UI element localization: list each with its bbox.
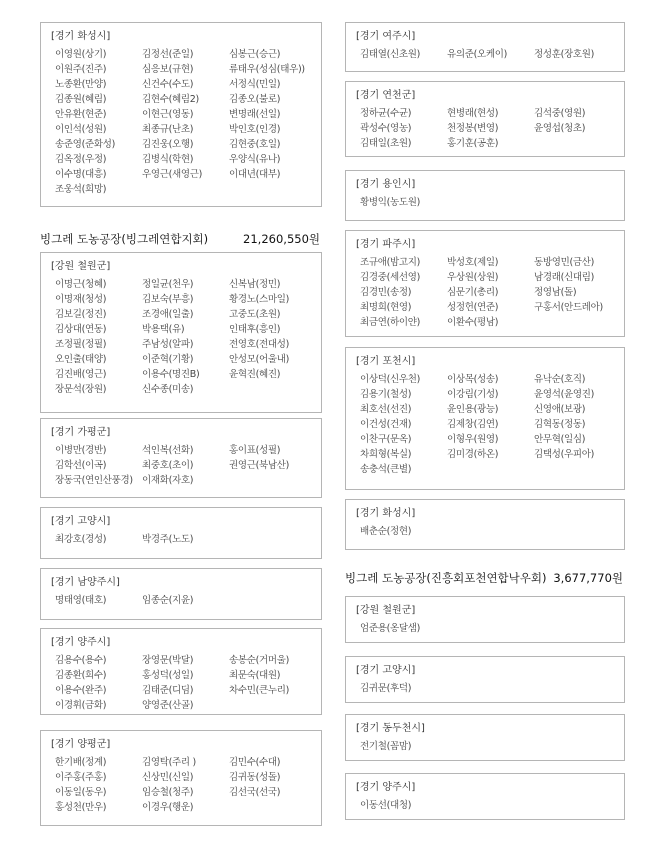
member-name: 류태우(성심(태우)) xyxy=(229,64,305,75)
region-title: [경기 양주시] xyxy=(356,782,416,793)
member-name: 천정봉(변영) xyxy=(447,123,499,134)
member-name: 정영남(돌) xyxy=(534,287,577,298)
member-name: 김학선(이곡) xyxy=(55,460,107,471)
member-name: 황경노(스마일) xyxy=(229,294,290,305)
member-name: 김민수(수대) xyxy=(229,757,281,768)
member-name: 김상대(연동) xyxy=(55,324,107,335)
member-name: 최종규(난초) xyxy=(142,124,194,135)
member-name: 차희형(복실) xyxy=(360,449,412,460)
member-name: 이현근(영동) xyxy=(142,109,194,120)
region-box xyxy=(40,252,322,413)
member-list xyxy=(51,47,311,197)
member-name: 이형우(원영) xyxy=(447,434,499,445)
member-name: 차수민(큰누리) xyxy=(229,685,290,696)
region-title: [경기 남양주시] xyxy=(51,577,120,588)
member-name: 송충석(큰별) xyxy=(360,464,412,475)
member-name: 심문기(총리) xyxy=(447,287,499,298)
region-box xyxy=(345,714,625,761)
member-name: 김경민(송정) xyxy=(360,287,412,298)
member-name: 윤혁진(혜진) xyxy=(229,369,281,380)
member-name: 석인복(선화) xyxy=(142,445,194,456)
member-name: 박경주(노도) xyxy=(142,534,194,545)
member-list xyxy=(356,621,614,636)
region-box xyxy=(345,347,625,490)
member-name: 장문석(장원) xyxy=(55,384,107,395)
member-name: 조정필(정필) xyxy=(55,339,107,350)
member-name: 안무혁(일심) xyxy=(534,434,586,445)
member-list xyxy=(356,681,614,696)
member-name: 김제창(김연) xyxy=(447,419,499,430)
region-title: [경기 여주시] xyxy=(356,31,416,42)
member-name: 홍성덕(성일) xyxy=(142,670,194,681)
member-name: 송준영(준화성) xyxy=(55,139,116,150)
member-name: 김미경(하온) xyxy=(447,449,499,460)
member-name: 김용수(용수) xyxy=(55,655,107,666)
member-name: 이상덕(신우천) xyxy=(360,374,421,385)
region-box xyxy=(345,230,625,337)
region-box xyxy=(40,418,322,498)
section-header xyxy=(345,568,625,588)
region-title: [경기 연천군] xyxy=(356,90,416,101)
region-title: [경기 포천시] xyxy=(356,356,416,367)
member-list xyxy=(51,277,311,397)
region-box xyxy=(345,596,625,643)
member-name: 김태일(초원) xyxy=(360,138,412,149)
member-name: 이동일(동우) xyxy=(55,787,107,798)
member-name: 정성훈(장호원) xyxy=(534,49,595,60)
member-list xyxy=(51,532,311,547)
member-name: 김귀동(성돌) xyxy=(229,772,281,783)
member-name: 명태영(태호) xyxy=(55,595,107,606)
member-list xyxy=(51,755,311,815)
member-name: 신영애(보광) xyxy=(534,404,586,415)
member-list xyxy=(356,798,614,813)
member-name: 안성모(어울내) xyxy=(229,354,290,365)
region-title: [경기 고양시] xyxy=(51,516,111,527)
member-name: 김보길(정진) xyxy=(55,309,107,320)
member-name: 이영원(상기) xyxy=(55,49,107,60)
member-name: 유낙순(호직) xyxy=(534,374,586,385)
member-name: 김용기(철성) xyxy=(360,389,412,400)
member-name: 김진웅(오행) xyxy=(142,139,194,150)
member-name: 심응보(규현) xyxy=(142,64,194,75)
member-name: 노종환(만양) xyxy=(55,79,107,90)
region-title: [경기 용인시] xyxy=(356,179,416,190)
member-name: 이수명(대흥) xyxy=(55,169,107,180)
member-name: 김정선(준일) xyxy=(142,49,194,60)
member-name: 이준혁(기황) xyxy=(142,354,194,365)
member-name: 서정식(민일) xyxy=(229,79,281,90)
region-title: [경기 고양시] xyxy=(356,665,416,676)
member-name: 신수종(미송) xyxy=(142,384,194,395)
region-box xyxy=(40,22,322,207)
member-name: 이원주(진주) xyxy=(55,64,107,75)
member-name: 안유환(현준) xyxy=(55,109,107,120)
region-title: [경기 양주시] xyxy=(51,637,111,648)
member-list xyxy=(356,195,614,210)
member-name: 신건수(수도) xyxy=(142,79,194,90)
region-title: [강원 철원군] xyxy=(356,605,416,616)
region-title: [경기 동두천시] xyxy=(356,723,425,734)
section-amount: 21,260,550원 xyxy=(243,232,320,246)
member-name: 최호선(선진) xyxy=(360,404,412,415)
member-name: 신복남(정민) xyxy=(229,279,281,290)
member-name: 홍성천(만우) xyxy=(55,802,107,813)
member-name: 김종오(불로) xyxy=(229,94,281,105)
member-name: 엄준용(옹달샘) xyxy=(360,623,421,634)
member-name: 김택성(우피아) xyxy=(534,449,595,460)
member-name: 박성호(제일) xyxy=(447,257,499,268)
member-name: 김선국(선국) xyxy=(229,787,281,798)
member-name: 김태열(신초원) xyxy=(360,49,421,60)
section-title: 빙그레 도농공장(진흥회포천연합낙우회) xyxy=(345,571,547,585)
member-name: 이경우(행운) xyxy=(142,802,194,813)
member-list xyxy=(356,106,614,151)
member-name: 고중도(초원) xyxy=(229,309,281,320)
region-title: [경기 화성시] xyxy=(51,31,111,42)
member-list xyxy=(356,524,614,539)
member-name: 정하균(수균) xyxy=(360,108,412,119)
member-name: 이상목(성송) xyxy=(447,374,499,385)
member-name: 김보숙(부흥) xyxy=(142,294,194,305)
member-name: 이강림(기성) xyxy=(447,389,499,400)
member-name: 이찬구(문옥) xyxy=(360,434,412,445)
member-name: 이환수(평남) xyxy=(447,317,499,328)
member-name: 신상민(신일) xyxy=(142,772,194,783)
member-name: 조경애(일출) xyxy=(142,309,194,320)
member-name: 이인석(성원) xyxy=(55,124,107,135)
member-name: 이병만(경반) xyxy=(55,445,107,456)
region-box xyxy=(345,81,625,157)
member-name: 김귀문(후덕) xyxy=(360,683,412,694)
member-name: 한기배(정계) xyxy=(55,757,107,768)
member-name: 황병익(농도원) xyxy=(360,197,421,208)
member-name: 김태준(디딤) xyxy=(142,685,194,696)
member-name: 최문숙(대원) xyxy=(229,670,281,681)
member-name: 주남성(알파) xyxy=(142,339,194,350)
region-box xyxy=(345,499,625,550)
member-name: 김종원(혜림) xyxy=(55,94,107,105)
member-name: 유의준(오케이) xyxy=(447,49,508,60)
member-name: 양영준(산골) xyxy=(142,700,194,711)
member-name: 이주홍(주홍) xyxy=(55,772,107,783)
member-name: 윤영석(윤영진) xyxy=(534,389,595,400)
member-name: 임승철(청주) xyxy=(142,787,194,798)
member-name: 박용택(유) xyxy=(142,324,185,335)
member-list xyxy=(356,739,614,754)
member-name: 우양식(유나) xyxy=(229,154,281,165)
member-name: 최명희(현영) xyxy=(360,302,412,313)
member-name: 최강호(경성) xyxy=(55,534,107,545)
member-name: 김현중(호일) xyxy=(229,139,281,150)
member-name: 박인호(인경) xyxy=(229,124,281,135)
region-box xyxy=(345,656,625,703)
member-name: 장영문(박달) xyxy=(142,655,194,666)
member-name: 조규애(밤고지) xyxy=(360,257,421,268)
member-name: 변명래(선일) xyxy=(229,109,281,120)
region-title: [경기 양평군] xyxy=(51,739,111,750)
member-name: 인태후(흥인) xyxy=(229,324,281,335)
region-title: [경기 가평군] xyxy=(51,427,111,438)
member-name: 최중호(초이) xyxy=(142,460,194,471)
region-box xyxy=(40,628,322,715)
member-name: 현병래(현성) xyxy=(447,108,499,119)
member-name: 김경중(세선영) xyxy=(360,272,421,283)
region-title: [강원 철원군] xyxy=(51,261,111,272)
member-name: 김석중(영원) xyxy=(534,108,586,119)
member-name: 남경래(신대림) xyxy=(534,272,595,283)
region-box xyxy=(345,170,625,221)
region-box xyxy=(345,22,625,72)
member-name: 권영근(북남산) xyxy=(229,460,290,471)
member-name: 심봉근(승근) xyxy=(229,49,281,60)
member-name: 곽성수(영농) xyxy=(360,123,412,134)
region-box xyxy=(40,568,322,620)
member-name: 전기철(꼼맘) xyxy=(360,741,412,752)
member-name: 김진배(영근) xyxy=(55,369,107,380)
member-list xyxy=(51,653,311,713)
member-name: 이용수(완주) xyxy=(55,685,107,696)
member-name: 임종순(지윤) xyxy=(142,595,194,606)
member-name: 정일균(천우) xyxy=(142,279,194,290)
member-name: 오인출(태양) xyxy=(55,354,107,365)
region-title: [경기 화성시] xyxy=(356,508,416,519)
member-name: 이재화(자호) xyxy=(142,475,194,486)
member-name: 이용수(명진B) xyxy=(142,369,200,380)
member-name: 배춘순(정현) xyxy=(360,526,412,537)
member-name: 이경휘(금화) xyxy=(55,700,107,711)
member-name: 이명재(청성) xyxy=(55,294,107,305)
region-title: [경기 파주시] xyxy=(356,239,416,250)
member-name: 전영호(전대성) xyxy=(229,339,290,350)
member-name: 성정헌(연준) xyxy=(447,302,499,313)
member-name: 조웅석(희망) xyxy=(55,184,107,195)
member-list xyxy=(356,47,614,62)
member-name: 김혁동(정동) xyxy=(534,419,586,430)
member-name: 송봉순(거머울) xyxy=(229,655,290,666)
member-list xyxy=(51,593,311,608)
member-name: 윤영섭(청초) xyxy=(534,123,586,134)
member-name: 김영탁(주리 ) xyxy=(142,757,196,768)
member-name: 김현수(혜림2) xyxy=(142,94,199,105)
section-header xyxy=(40,229,322,249)
member-name: 이동선(대청) xyxy=(360,800,412,811)
section-amount: 3,677,770원 xyxy=(553,571,623,585)
member-name: 이건성(건재) xyxy=(360,419,412,430)
member-list xyxy=(51,443,311,488)
member-name: 우상원(상원) xyxy=(447,272,499,283)
member-name: 이명근(청혜) xyxy=(55,279,107,290)
member-name: 구홍서(안드레아) xyxy=(534,302,603,313)
member-name: 김옥정(우정) xyxy=(55,154,107,165)
member-name: 윤인용(광능) xyxy=(447,404,499,415)
member-name: 김종환(희수) xyxy=(55,670,107,681)
region-box xyxy=(40,507,322,559)
region-box xyxy=(40,730,322,826)
member-name: 이대년(대부) xyxy=(229,169,281,180)
member-list xyxy=(356,372,614,477)
member-name: 우영근(새영근) xyxy=(142,169,203,180)
member-name: 최금연(하이얀) xyxy=(360,317,421,328)
region-box xyxy=(345,773,625,820)
member-name: 김병식(학현) xyxy=(142,154,194,165)
section-title: 빙그레 도농공장(빙그레연합지회) xyxy=(40,232,209,246)
member-name: 홍기훈(공훈) xyxy=(447,138,499,149)
member-name: 동방영민(금산) xyxy=(534,257,595,268)
member-name: 장동국(연인산풍경) xyxy=(55,475,133,486)
member-name: 홍이표(성필) xyxy=(229,445,281,456)
member-list xyxy=(356,255,614,330)
